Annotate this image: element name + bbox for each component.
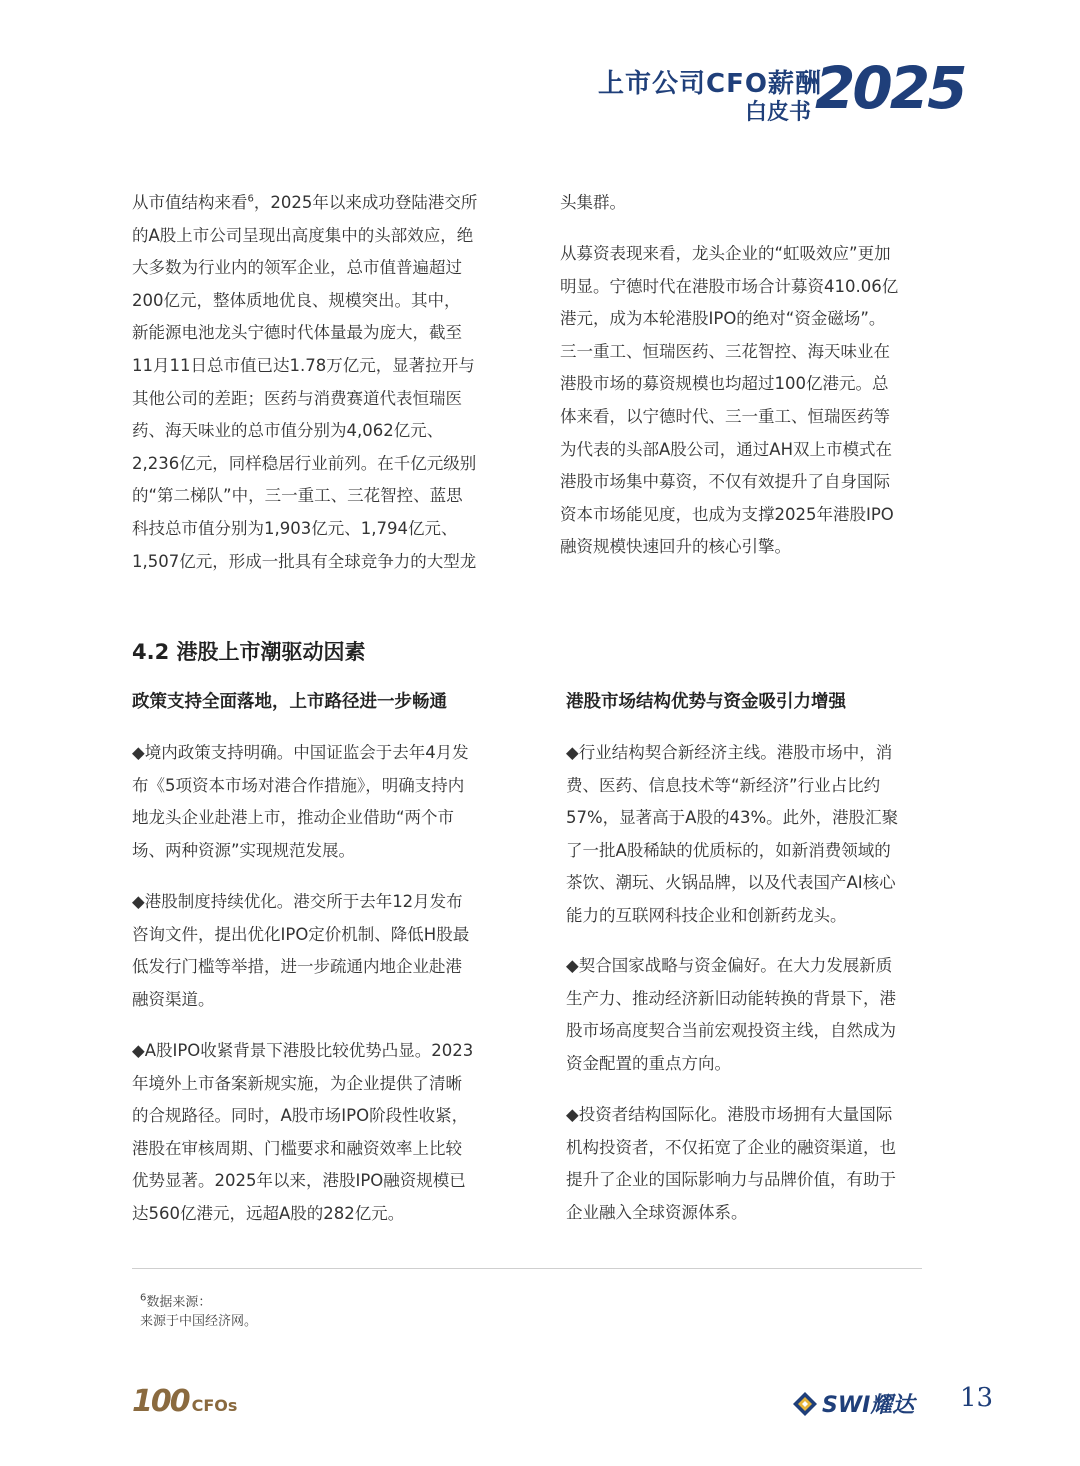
intro-left-line: 200亿元，整体质地优良、规模突出。其中， [132,290,461,310]
header-subtitle: 白皮书 [745,100,812,125]
left-subtitle: 政策支持全面落地，上市路径进一步畅通 [132,692,447,712]
intro-left-line: 1,507亿元，形成一批具有全球竞争力的大型龙 [132,551,477,571]
left-p3-line: ◆A股IPO收紧背景下港股比较优势凸显。2023 [132,1041,474,1060]
left-p3-line: 的合规路径。同时，A股市场IPO阶段性收紧， [132,1106,469,1126]
right-paragraph-1 [566,737,932,933]
right-paragraph-2 [566,950,932,1080]
footnote-line-1 [140,1291,211,1310]
left-p2-line: 低发行门槛等举措，进一步疏通内地企业赴港 [132,957,462,977]
100cfos-logo [132,1384,237,1418]
footnote-label: 数据来源： [146,1295,212,1310]
intro-right-line: 融资规模快速回升的核心引擎。 [560,537,791,557]
right-paragraph-3 [566,1099,932,1229]
intro-right-paragraph-2 [560,238,932,564]
left-paragraph-3 [132,1035,502,1231]
swi-logo [792,1388,914,1419]
logo-number: 100 [132,1384,189,1419]
right-p2-line: 股市场高度契合当前宏观投资主线，自然成为 [566,1021,896,1041]
right-p3-line: 机构投资者，不仅拓宽了企业的融资渠道，也 [566,1137,896,1157]
left-p3-line: 优势显著。2025年以来，港股IPO融资规模已 [132,1171,466,1191]
intro-right-line: 明显。宁德时代在港股市场合计募资410.06亿 [560,276,899,296]
intro-right-paragraph-1 [560,187,932,220]
section-title: 4.2 港股上市潮驱动因素 [132,640,366,664]
intro-left-line: 的A股上市公司呈现出高度集中的头部效应，绝 [132,225,474,245]
logo-text: CFOs [191,1396,238,1415]
right-p1-line: 了一批A股稀缺的优质标的，如新消费领域的 [566,840,891,860]
right-p1-line: ◆行业结构契合新经济主线。港股市场中，消 [566,743,893,762]
intro-right-line: 港元，成为本轮港股IPO的绝对“资金磁场”。 [560,309,886,329]
intro-left-line: 大多数为行业内的领军企业，总市值普遍超过 [132,258,462,278]
header-title: 上市公司CFO薪酬 [598,69,822,99]
left-p2-line: 融资渠道。 [132,989,215,1009]
left-paragraph-1 [132,737,502,867]
swi-logo-text: SWI耀达 [822,1393,915,1418]
left-p3-line: 达560亿港元，远超A股的282亿元。 [132,1203,405,1223]
right-p3-line: 企业融入全球资源体系。 [566,1202,748,1222]
intro-right-line: 资本市场能见度，也成为支撑2025年港股IPO [560,504,894,524]
footnote-ref: 6 [247,193,254,205]
intro-right-line: 三一重工、恒瑞医药、三花智控、海天味业在 [560,341,890,361]
footnote-number: 6 [140,1292,147,1304]
left-p2-line: ◆港股制度持续优化。港交所于去年12月发布 [132,892,463,911]
header-year: 2025 [815,54,965,122]
left-p1-line: 布《5项资本市场对港合作措施》，明确支持内 [132,775,465,795]
intro-left-line: 11月11日总市值已达1.78万亿元，显著拉开与 [132,355,475,375]
intro-right-line: 体来看，以宁德时代、三一重工、恒瑞医药等 [560,406,890,426]
intro-left-line: 药、海天味业的总市值分别为4,062亿元、 [132,421,444,441]
left-p1-line: 场、两种资源”实现规范发展。 [132,840,356,860]
footnote-line-2: 来源于中国经济网。 [140,1314,258,1329]
right-p3-line: ◆投资者结构国际化。港股市场拥有大量国际 [566,1105,893,1124]
intro-right-line: 为代表的头部A股公司，通过AH双上市模式在 [560,439,892,459]
intro-right-line: 头集群。 [560,193,626,212]
swi-diamond-icon [792,1391,818,1417]
left-p1-line: 地龙头企业赴港上市，推动企业借助“两个市 [132,808,455,828]
intro-left-line: 科技总市值分别为1,903亿元、1,794亿元、 [132,518,458,538]
right-p1-line: 费、医药、信息技术等“新经济”行业占比约 [566,775,881,795]
intro-left-line: 的“第二梯队”中，三一重工、三花智控、蓝思 [132,486,463,506]
right-p1-line: 茶饮、潮玩、火锅品牌，以及代表国产AI核心 [566,873,896,893]
left-p3-line: 年境外上市备案新规实施，为企业提供了清晰 [132,1073,462,1093]
right-p3-line: 提升了企业的国际影响力与品牌价值，有助于 [566,1170,896,1190]
intro-right-line: 港股市场的募资规模也均超过100亿港元。总 [560,374,889,394]
right-p1-line: 57%，显著高于A股的43%。此外，港股汇聚 [566,808,899,828]
intro-right-line: 港股市场集中募资，不仅有效提升了自身国际 [560,472,890,492]
left-paragraph-2 [132,886,502,1016]
right-p2-line: ◆契合国家战略与资金偏好。在大力发展新质 [566,956,893,975]
intro-left-line: 新能源电池龙头宁德时代体量最为庞大，截至 [132,323,462,343]
intro-left-line: 2,236亿元，同样稳居行业前列。在千亿元级别 [132,453,477,473]
left-p2-line: 咨询文件，提出优化IPO定价机制、降低H股最 [132,924,470,944]
right-p2-line: 资金配置的重点方向。 [566,1053,731,1073]
left-p3-line: 港股在审核周期、门槛要求和融资效率上比较 [132,1138,462,1158]
footnote-divider [132,1268,922,1269]
intro-left-line: 其他公司的差距；医药与消费赛道代表恒瑞医 [132,388,462,408]
right-p2-line: 生产力、推动经济新旧动能转换的背景下，港 [566,988,896,1008]
intro-right-line: 从募资表现来看，龙头企业的“虹吸效应”更加 [560,244,891,263]
page-number: 13 [960,1383,994,1413]
right-subtitle: 港股市场结构优势与资金吸引力增强 [566,692,846,712]
intro-left-line-1: 从市值结构来看$^6$，2025年以来成功登陆港交所 [132,193,478,212]
right-p1-line: 能力的互联网科技企业和创新药龙头。 [566,905,847,925]
left-p1-line: ◆境内政策支持明确。中国证监会于去年4月发 [132,743,469,762]
intro-left-paragraph [132,187,502,578]
